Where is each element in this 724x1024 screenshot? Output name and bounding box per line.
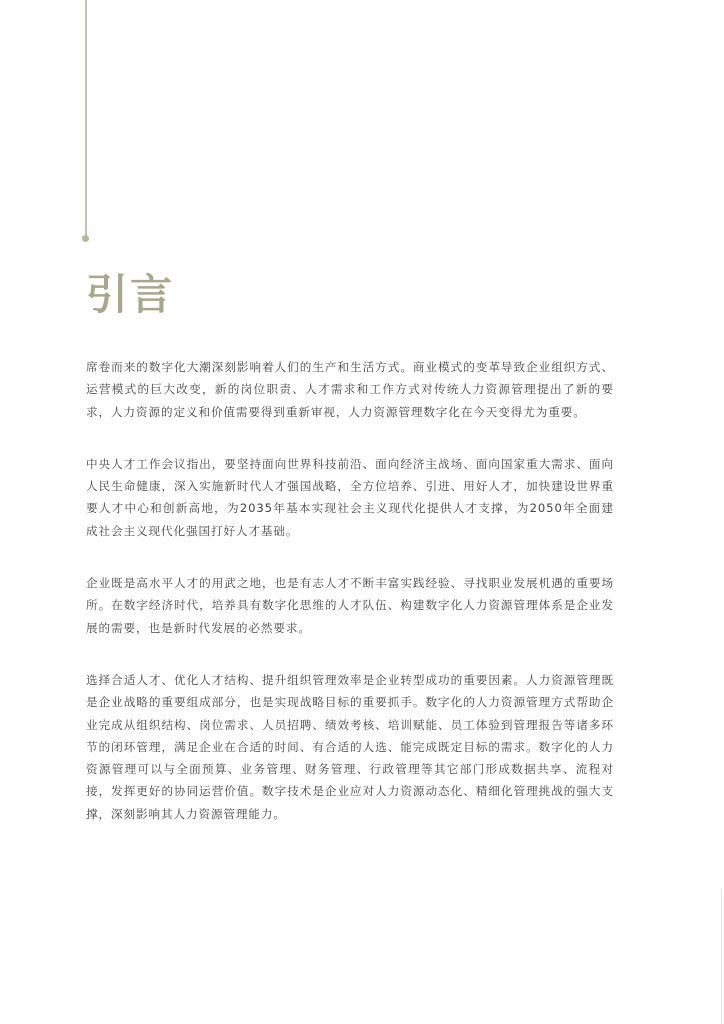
paragraph-3: 企业既是高水平人才的用武之地，也是有志人才不断丰富实践经验、寻找职业发展机遇的重要场所。在数字经济时代，培养具有数字化思维的人才队伍、构建数字化人力资源管理体系是企业发展的需要，也是新时代发展的必然要求。 xyxy=(86,576,614,635)
paragraph-1: 席卷而来的数字化大潮深刻影响着人们的生产和生活方式。商业模式的变革导致企业组织方式、运营模式的巨大改变，新的岗位职责、人才需求和工作方式对传统人力资源管理提出了新的要求，人力资源的定义和价值需要得到重新审视，人力资源管理数字化在今天变得尤为重要。 xyxy=(86,360,614,419)
page-edge-line xyxy=(721,890,722,1024)
paragraph-4: 选择合适人才、优化人才结构、提升组织管理效率是企业转型成功的重要因素。人力资源管理既是企业战略的重要组成部分，也是实现战略目标的重要抓手。数字化的人力资源管理方式帮助企业完成从组织结构、岗位需求、人员招聘、绩效考核、培训赋能、员工体验到管理报告等诸多环节的闭环管理，满足企业在合适的时间、有合适的人选、能完成既定目标的需求。数字化的人力资源管理可以与全面预算、业务管理、财务管理、行政管理等其它部门形成数据共享、流程对接，发挥更好的协同运营价值。数字技术是企业应对人力资源动态化、精细化管理挑战的强大支撑，深刻影响其人力资源管理能力。 xyxy=(86,672,614,821)
page-title: 引言 xyxy=(86,270,175,319)
decorative-dot xyxy=(82,235,89,242)
paragraph-2: 中央人才工作会议指出，要坚持面向世界科技前沿、面向经济主战场、面向国家重大需求、面向人民生命健康，深入实施新时代人才强国战略，全方位培养、引进、用好人才，加快建设世界重要人才中心和创新高地，为2035年基本实现社会主义现代化提供人才支撑，为2050年全面建成社会主义现代化强国打好人才基础。 xyxy=(86,456,614,538)
body-content xyxy=(86,356,614,855)
decorative-vertical-line xyxy=(85,0,87,237)
